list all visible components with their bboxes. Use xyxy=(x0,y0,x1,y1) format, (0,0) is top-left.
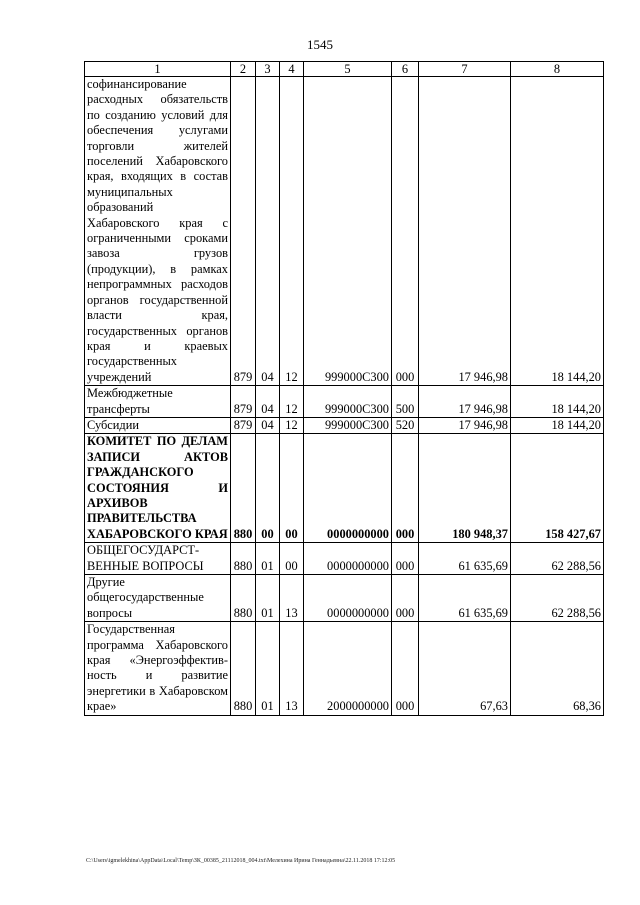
cell-amount-year2: 18 144,20 xyxy=(511,417,604,433)
cell-amount-year1: 17 946,98 xyxy=(419,386,511,418)
cell-section: 01 xyxy=(256,575,280,622)
cell-expense-type: 520 xyxy=(392,417,419,433)
cell-target-article: 999000С300 xyxy=(304,77,392,386)
cell-admin-code: 880 xyxy=(231,543,256,575)
cell-section: 04 xyxy=(256,417,280,433)
table-row xyxy=(85,543,604,575)
row-name: Другие общегосударственные вопросы xyxy=(85,575,231,622)
cell-admin-code: 880 xyxy=(231,434,256,543)
table-row xyxy=(85,417,604,433)
cell-subsection: 00 xyxy=(280,543,304,575)
cell-expense-type: 000 xyxy=(392,434,419,543)
cell-amount-year1: 67,63 xyxy=(419,622,511,715)
cell-admin-code: 880 xyxy=(231,575,256,622)
cell-section: 01 xyxy=(256,543,280,575)
cell-target-article: 2000000000 xyxy=(304,622,392,715)
cell-admin-code: 879 xyxy=(231,77,256,386)
cell-amount-year1: 17 946,98 xyxy=(419,77,511,386)
cell-amount-year1: 61 635,69 xyxy=(419,543,511,575)
cell-amount-year2: 68,36 xyxy=(511,622,604,715)
row-name: софинансирование расходных обязательств по созданию условий для обеспечения услугами торговли жителей поселений Хабаровского края, входящих в состав муниципальных образований Хабаровского края с ограниченными сроками завоза грузов (продукции), в рамках непрограммных расходов органов государственной власти края, государственных органов края и краевых государственных учреждений xyxy=(85,77,231,386)
cell-section: 00 xyxy=(256,434,280,543)
cell-amount-year2: 62 288,56 xyxy=(511,543,604,575)
cell-amount-year2: 158 427,67 xyxy=(511,434,604,543)
cell-section: 04 xyxy=(256,77,280,386)
cell-admin-code: 879 xyxy=(231,386,256,418)
cell-expense-type: 000 xyxy=(392,575,419,622)
column-header: 2 xyxy=(231,62,256,77)
cell-expense-type: 000 xyxy=(392,543,419,575)
row-name: Субсидии xyxy=(85,417,231,433)
column-header: 3 xyxy=(256,62,280,77)
row-name: Межбюджетные трансферты xyxy=(85,386,231,418)
cell-amount-year2: 62 288,56 xyxy=(511,575,604,622)
cell-subsection: 12 xyxy=(280,77,304,386)
cell-subsection: 12 xyxy=(280,417,304,433)
file-path-footer: C:\Users\igmelekhina\AppData\Local\Temp\ЗК_00385_21112018_004.txt\Мелехина Ирина Геннадьевна\22.11.2018 17:12:05 xyxy=(86,858,396,864)
cell-section: 04 xyxy=(256,386,280,418)
cell-amount-year1: 61 635,69 xyxy=(419,575,511,622)
column-header: 5 xyxy=(304,62,392,77)
cell-amount-year1: 17 946,98 xyxy=(419,417,511,433)
column-header: 8 xyxy=(511,62,604,77)
table-row xyxy=(85,434,604,543)
cell-section: 01 xyxy=(256,622,280,715)
cell-target-article: 0000000000 xyxy=(304,575,392,622)
table-row xyxy=(85,575,604,622)
column-header: 1 xyxy=(85,62,231,77)
row-name: КОМИТЕТ ПО ДЕЛАМ ЗАПИСИ АКТОВ ГРАЖДАНСКОГО СОСТОЯНИЯ И АРХИВОВ ПРАВИТЕЛЬСТВА ХАБАРОВСКОГО КРАЯ xyxy=(85,434,231,543)
cell-amount-year1: 180 948,37 xyxy=(419,434,511,543)
budget-table xyxy=(84,61,604,716)
column-header: 4 xyxy=(280,62,304,77)
cell-subsection: 13 xyxy=(280,575,304,622)
cell-subsection: 00 xyxy=(280,434,304,543)
cell-admin-code: 879 xyxy=(231,417,256,433)
column-header: 7 xyxy=(419,62,511,77)
cell-admin-code: 880 xyxy=(231,622,256,715)
cell-expense-type: 000 xyxy=(392,622,419,715)
table-row xyxy=(85,77,604,386)
row-name: Государственная программа Хабаровского края «Энергоэффектив-ность и развитие энергетики в Хабаровском крае» xyxy=(85,622,231,715)
cell-target-article: 0000000000 xyxy=(304,543,392,575)
page-number: 1545 xyxy=(307,37,333,52)
cell-amount-year2: 18 144,20 xyxy=(511,77,604,386)
table-header-row xyxy=(85,62,604,77)
cell-subsection: 12 xyxy=(280,386,304,418)
cell-expense-type: 500 xyxy=(392,386,419,418)
cell-expense-type: 000 xyxy=(392,77,419,386)
cell-target-article: 999000С300 xyxy=(304,386,392,418)
column-header: 6 xyxy=(392,62,419,77)
cell-subsection: 13 xyxy=(280,622,304,715)
cell-target-article: 0000000000 xyxy=(304,434,392,543)
table-row xyxy=(85,386,604,418)
row-name: ОБЩЕГОСУДАРСТ-ВЕННЫЕ ВОПРОСЫ xyxy=(85,543,231,575)
table-row xyxy=(85,622,604,715)
cell-target-article: 999000С300 xyxy=(304,417,392,433)
cell-amount-year2: 18 144,20 xyxy=(511,386,604,418)
